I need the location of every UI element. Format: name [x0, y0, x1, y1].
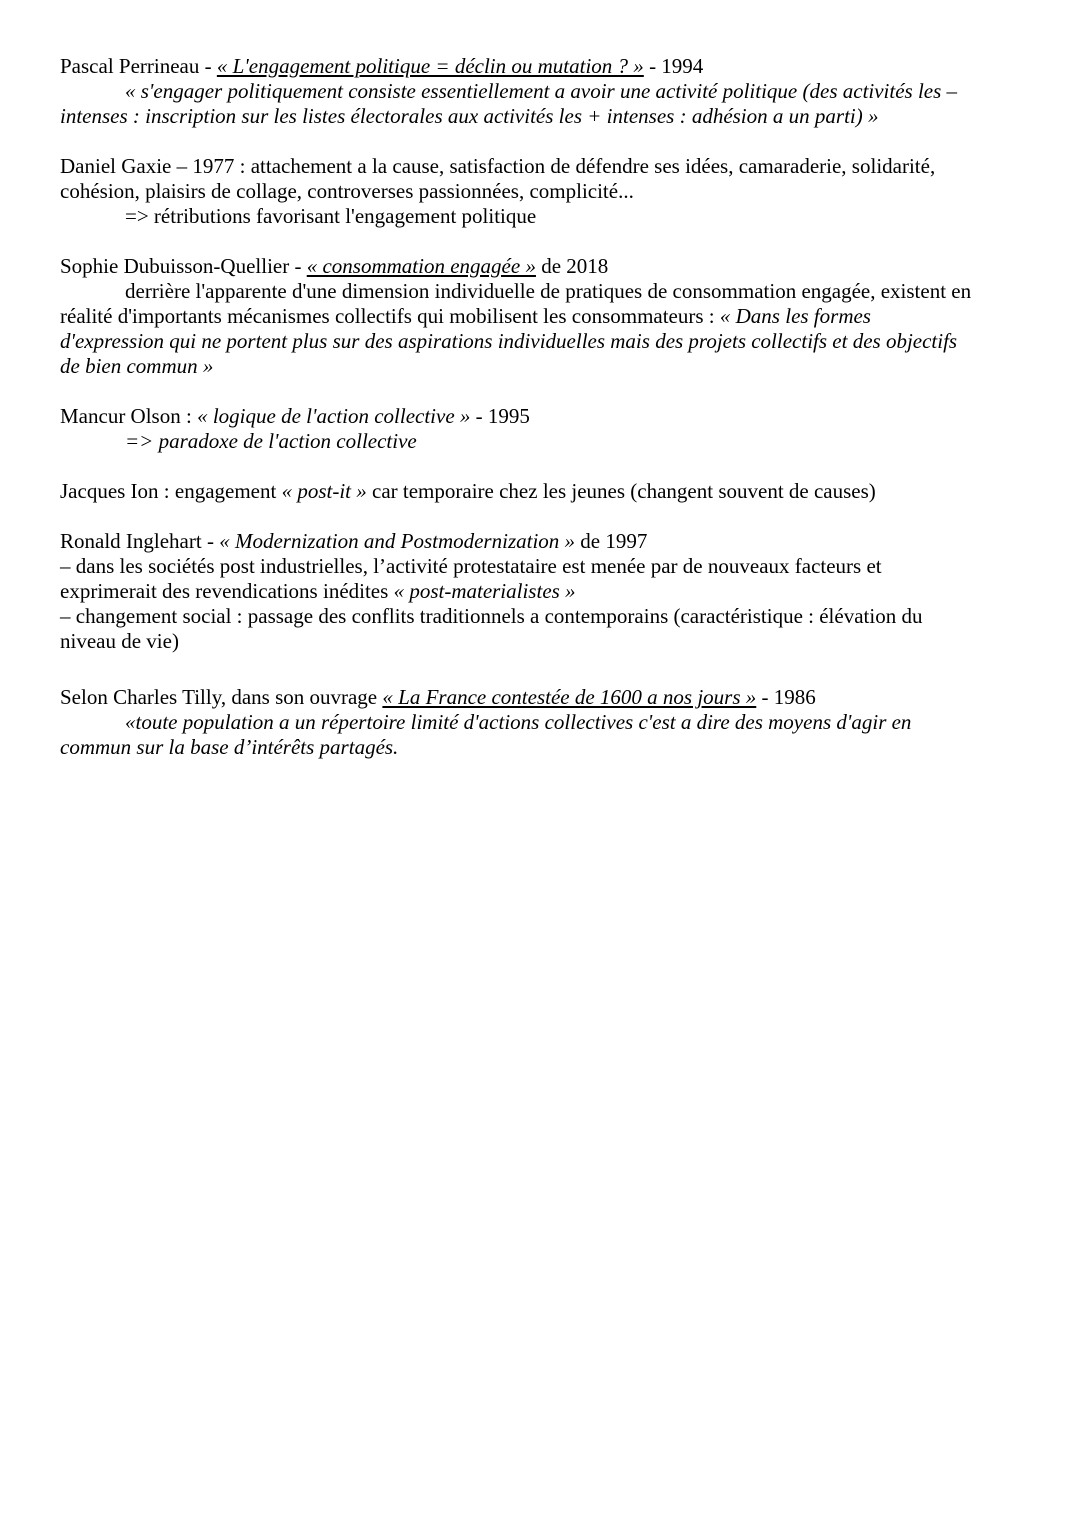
body-line: [60, 304, 1020, 329]
quote-line: d'expression qui ne portent plus sur des aspirations individuelles mais des projets collectifs et des objectifs: [60, 329, 958, 353]
entry-heading: [60, 529, 1020, 554]
entry-inglehart: [60, 529, 1020, 654]
quote-line: de bien commun »: [60, 354, 214, 378]
entry-heading: [60, 254, 1020, 279]
quote-line: « s'engager politiquement consiste essentiellement a avoir une activité politique (des activités les –: [125, 79, 958, 103]
body-text: car temporaire chez les jeunes (changent souvent de causes): [366, 479, 876, 503]
author-name: Mancur Olson :: [60, 404, 198, 428]
year: de 2018: [535, 254, 609, 278]
conclusion-line: => paradoxe de l'action collective: [125, 429, 417, 453]
body-text: exprimerait des revendications inédites: [60, 579, 394, 603]
author-name: Pascal Perrineau -: [60, 54, 217, 78]
work-title: « logique de l'action collective »: [197, 404, 471, 428]
author-name: Sophie Dubuisson-Quellier -: [60, 254, 307, 278]
entry-heading: [60, 404, 1020, 429]
entry-gaxie: [60, 154, 1020, 229]
work-title: « consommation engagée »: [306, 254, 536, 278]
quote-text: « Dans les formes: [719, 304, 871, 328]
body-line: niveau de vie): [60, 629, 179, 653]
body-line: derrière l'apparente d'une dimension individuelle de pratiques de consommation engagée, existent en: [125, 279, 972, 303]
body-line: cohésion, plaisirs de collage, controverses passionnées, complicité...: [60, 179, 634, 203]
work-title: « Modernization and Postmodernization »: [219, 529, 576, 553]
body-line: [60, 579, 1020, 604]
entry-perrineau: [60, 54, 1020, 129]
quote-line: commun sur la base d’intérêts partagés.: [60, 735, 399, 759]
entry-heading: Daniel Gaxie – 1977 : attachement a la cause, satisfaction de défendre ses idées, camaraderie, solidarité,: [60, 154, 936, 178]
body-line: – dans les sociétés post industrielles, l’activité protestataire est menée par de nouveaux facteurs et: [60, 554, 882, 578]
body-line: – changement social : passage des conflits traditionnels a contemporains (caractéristique : élévation du: [60, 604, 923, 628]
year: - 1995: [470, 404, 530, 428]
quote-text: « post-materialistes »: [393, 579, 576, 603]
body-text: réalité d'importants mécanismes collectifs qui mobilisent les consommateurs :: [60, 304, 720, 328]
entry-tilly: [60, 685, 1020, 760]
work-title: « La France contestée de 1600 a nos jours »: [382, 685, 757, 709]
quote-line: intenses : inscription sur les listes électorales aux activités les + intenses : adhésion a un parti) »: [60, 104, 879, 128]
author-name: Ronald Inglehart -: [60, 529, 220, 553]
entry-heading: [60, 54, 1020, 79]
body-text: Jacques Ion : engagement: [60, 479, 282, 503]
work-title: « L'engagement politique = déclin ou mutation ? »: [216, 54, 644, 78]
year: - 1986: [756, 685, 816, 709]
entry-ion: [60, 479, 1020, 504]
entry-heading: [60, 479, 1020, 504]
entry-heading: [60, 685, 1020, 710]
body-text: Selon Charles Tilly, dans son ouvrage: [60, 685, 383, 709]
document-page: [60, 54, 1020, 785]
quote-text: « post-it »: [281, 479, 367, 503]
year: de 1997: [575, 529, 648, 553]
quote-line: «toute population a un répertoire limité d'actions collectives c'est a dire des moyens d'agir en: [125, 710, 912, 734]
conclusion-line: => rétributions favorisant l'engagement politique: [125, 204, 537, 228]
year: - 1994: [643, 54, 704, 78]
entry-dubuisson: [60, 254, 1020, 379]
entry-olson: [60, 404, 1020, 454]
